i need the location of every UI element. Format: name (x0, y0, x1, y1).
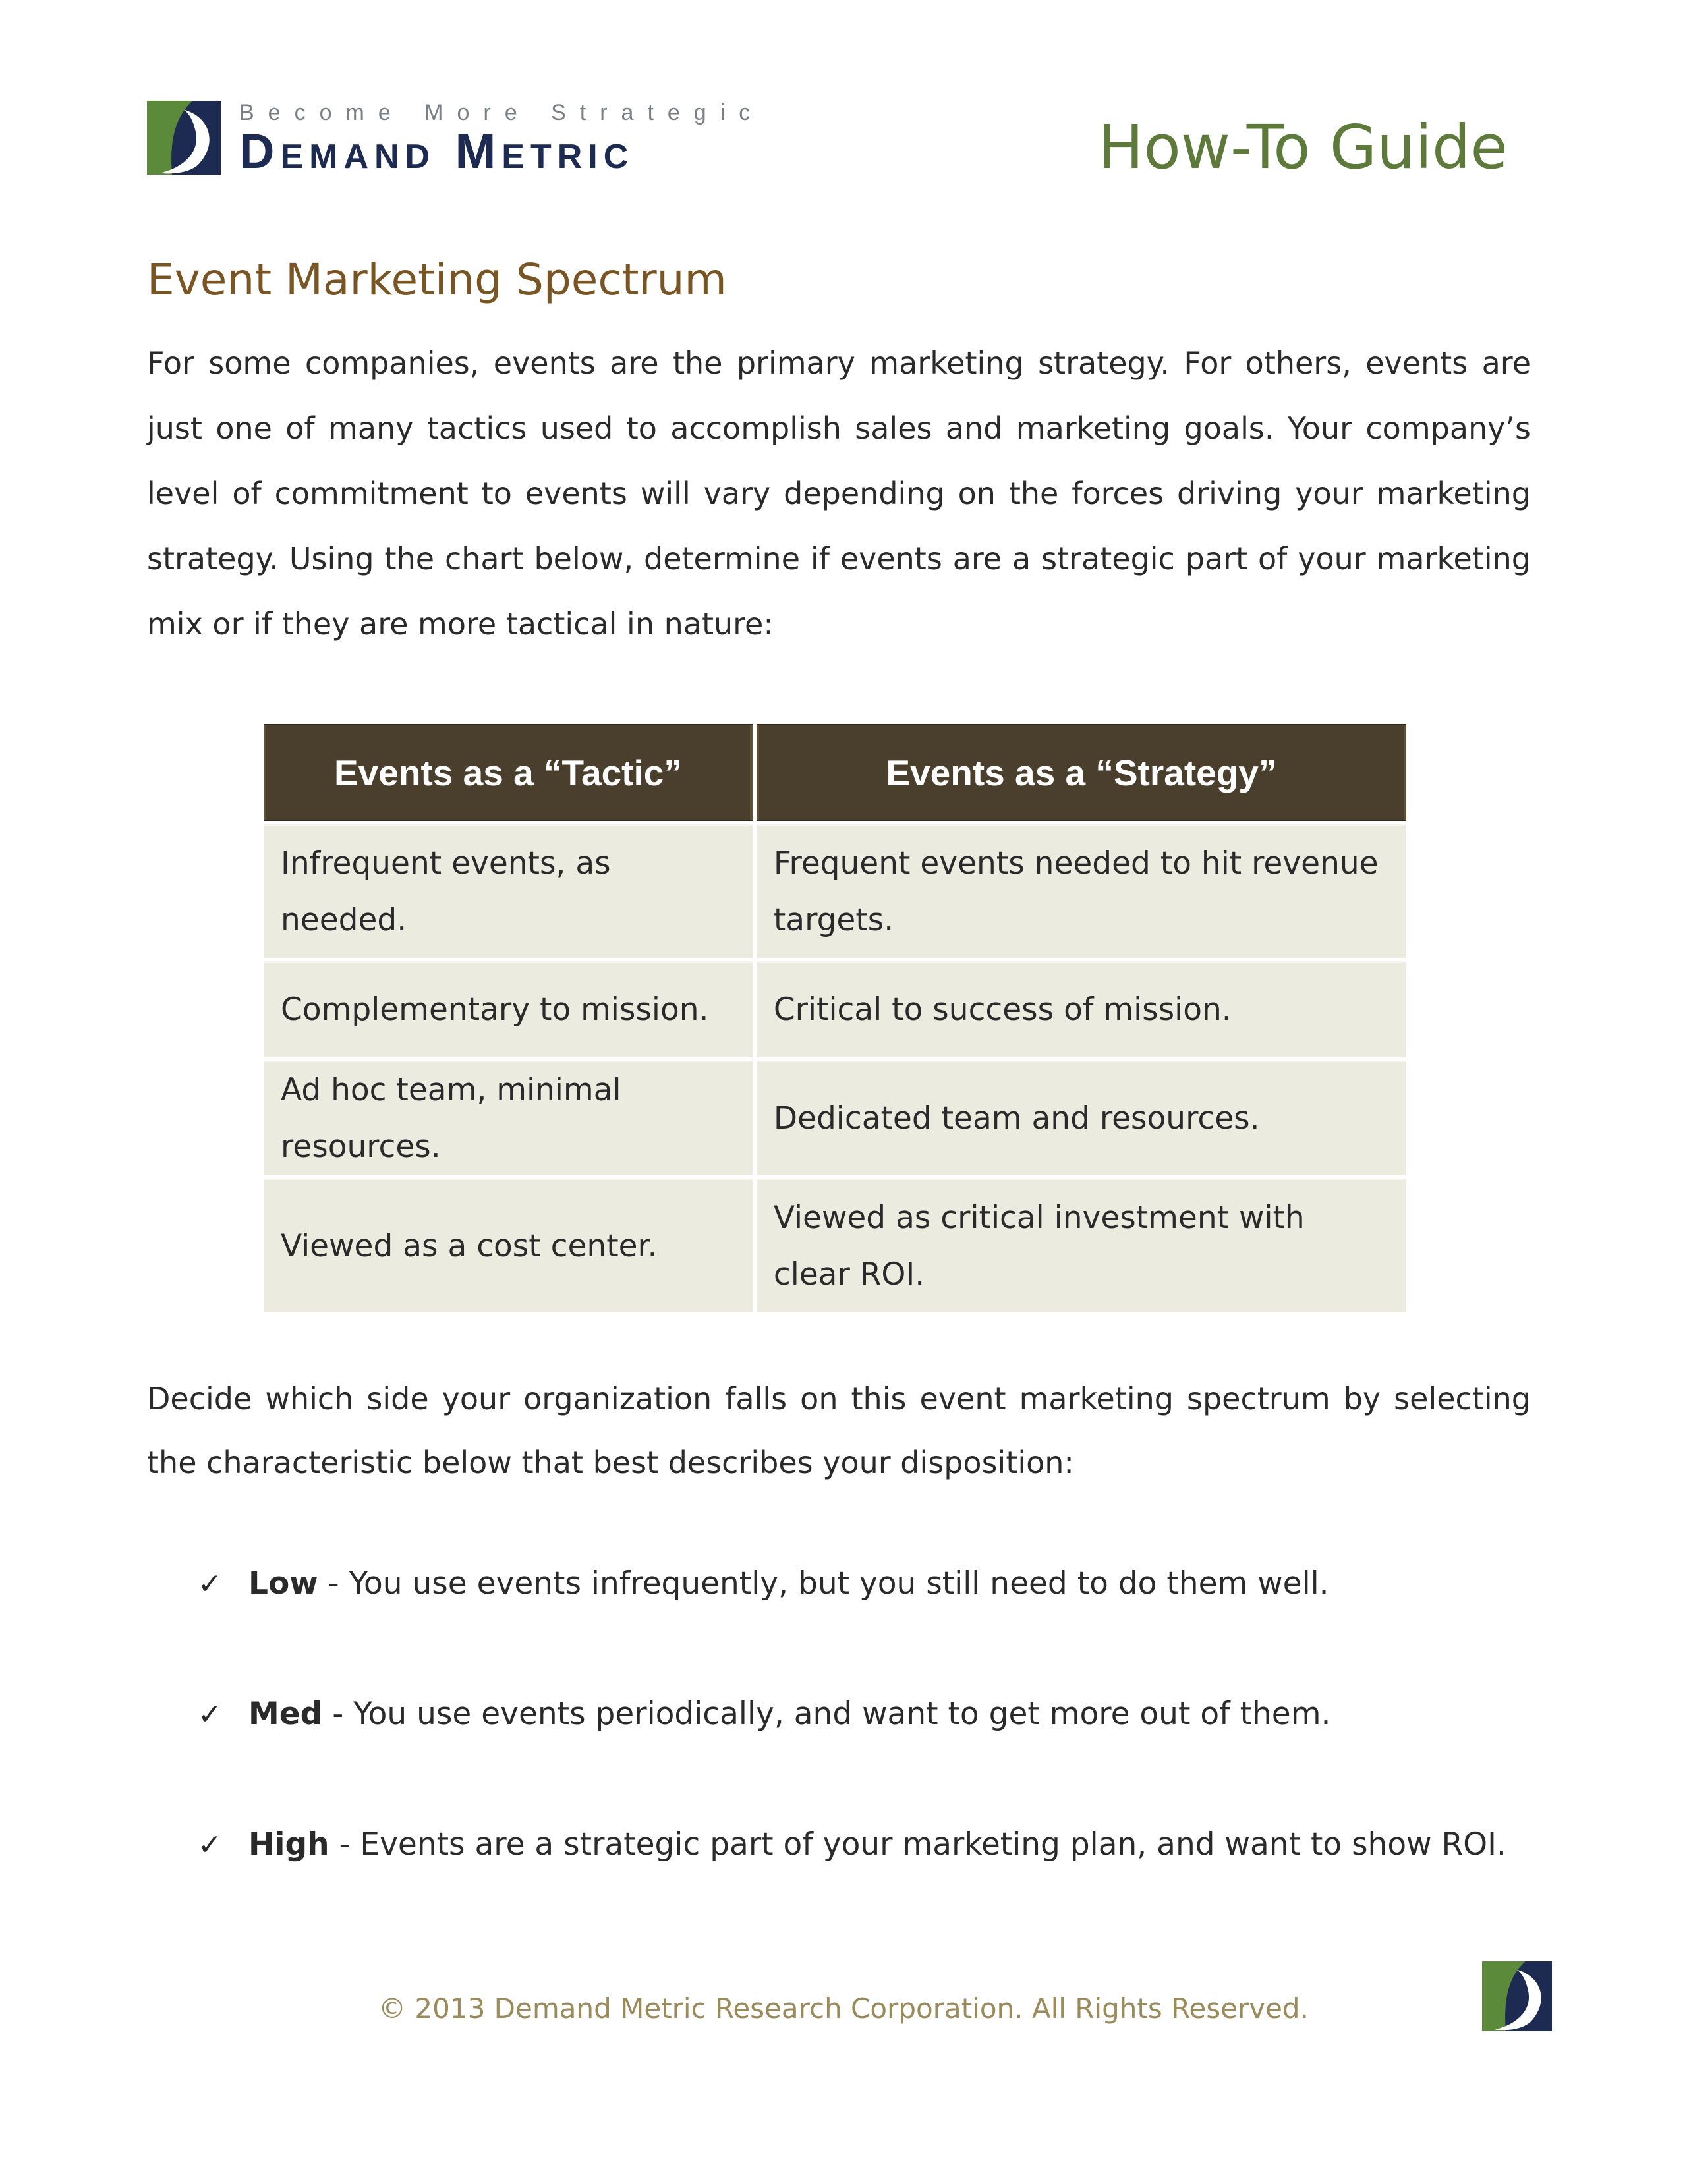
level-description: - You use events periodically, and want to get more out of them. (322, 1696, 1331, 1732)
list-item (198, 1696, 1330, 1732)
table-row (264, 824, 1406, 958)
table-cell: Ad hoc team, minimal resources. (264, 1061, 753, 1175)
checkmark-icon: ✓ (198, 1828, 222, 1862)
intro-paragraph: For some companies, events are the primary marketing strategy. For others, events are just one of many tactics used to accomplish sales and marketing goals. Your company’s level of commitment to events will vary depending on the forces driving your marketing strategy. Using the chart below, determine if events are a strategic part of your marketing mix or if they are more tactical in nature: (147, 345, 1531, 642)
brand-name: Demand Metric (239, 124, 635, 179)
table-cell: Viewed as a cost center. (264, 1179, 753, 1312)
list-item (198, 1565, 1329, 1602)
table-cell: Complementary to mission. (264, 961, 753, 1057)
column-header-tactic: Events as a “Tactic” (264, 724, 753, 821)
table-cell: Dedicated team and resources. (757, 1061, 1406, 1175)
table-cell: Infrequent events, as needed. (264, 824, 753, 958)
brand-tagline: Become More Strategic (239, 100, 764, 125)
demand-metric-logo-icon (147, 101, 221, 175)
level-label: High (248, 1826, 329, 1862)
document-type-title: How-To Guide (1098, 112, 1508, 182)
table-row (264, 961, 1406, 1057)
level-description: - Events are a strategic part of your marketing plan, and want to show ROI. (329, 1826, 1506, 1862)
footer-copyright: © 2013 Demand Metric Research Corporation. All Rights Reserved. (378, 1992, 1309, 2025)
table-cell: Viewed as critical investment with clear ROI. (757, 1179, 1406, 1312)
list-item (198, 1826, 1506, 1862)
table-row (264, 1179, 1406, 1312)
checkmark-icon: ✓ (198, 1698, 222, 1731)
table-header-row (264, 724, 1406, 821)
checkmark-icon: ✓ (198, 1567, 222, 1601)
decide-paragraph: Decide which side your organization falls on this event marketing spectrum by selecting the characteristic below that best describes your disposition: (147, 1381, 1531, 1480)
table-cell: Frequent events needed to hit revenue targets. (757, 824, 1406, 958)
section-title: Event Marketing Spectrum (147, 254, 727, 305)
footer-logo-icon (1482, 1961, 1552, 2031)
spectrum-table (260, 721, 1410, 1316)
level-label: Low (248, 1565, 318, 1602)
table-row (264, 1061, 1406, 1175)
table-cell: Critical to success of mission. (757, 961, 1406, 1057)
level-description: - You use events infrequently, but you still need to do them well. (318, 1565, 1329, 1602)
level-label: Med (248, 1696, 323, 1732)
column-header-strategy: Events as a “Strategy” (757, 724, 1406, 821)
